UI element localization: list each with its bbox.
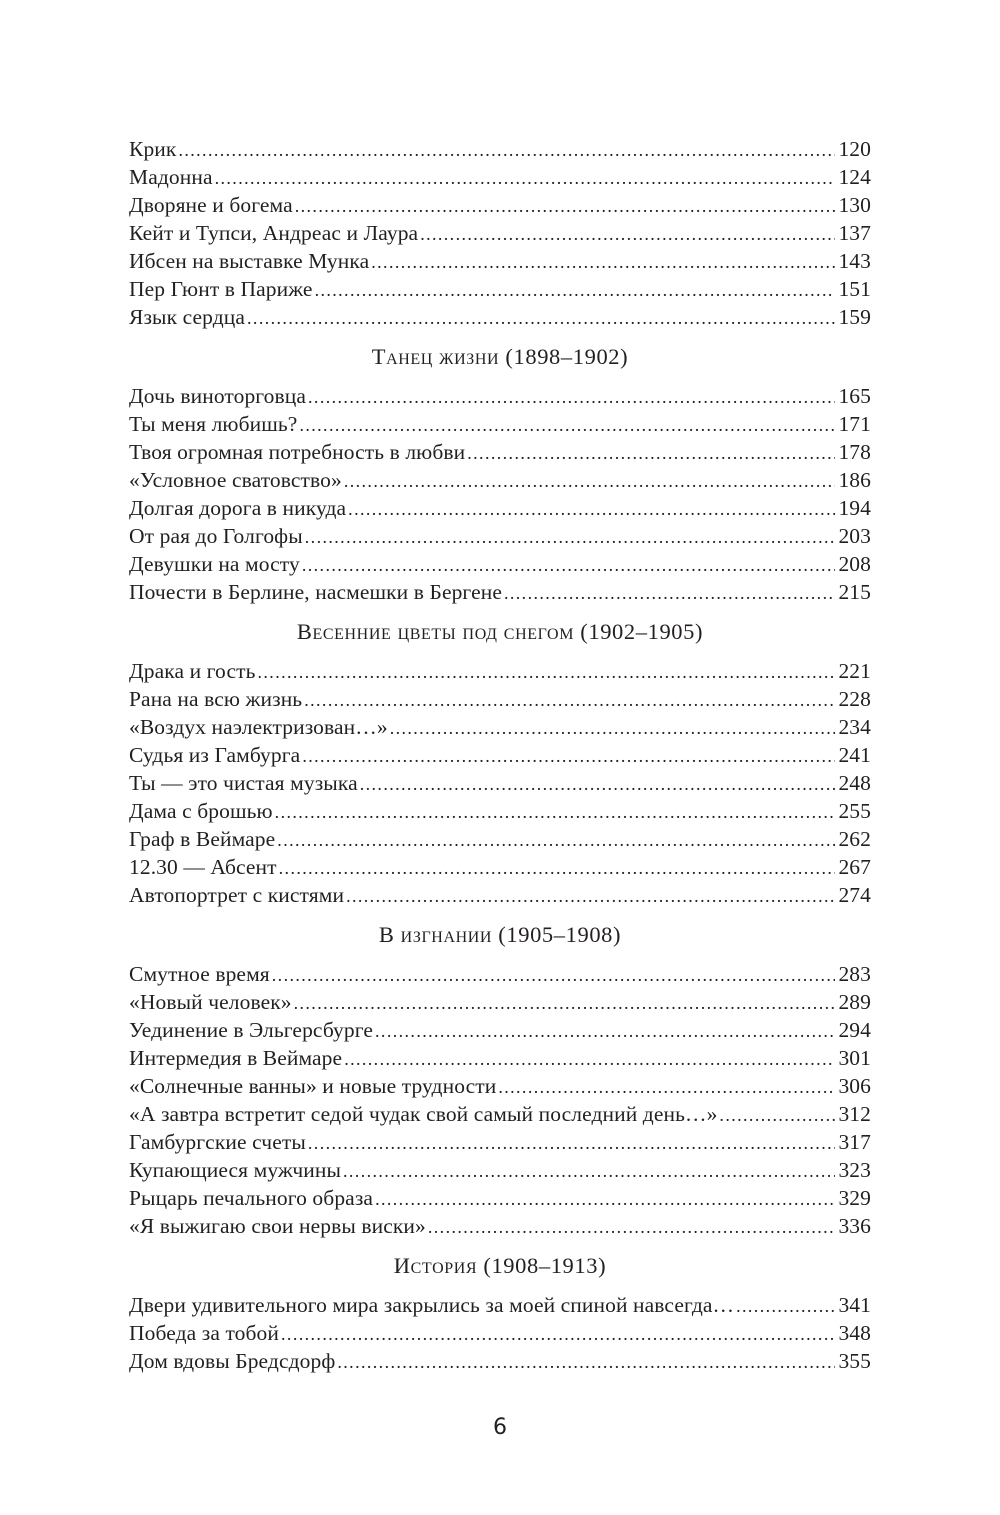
toc-entry[interactable] bbox=[129, 494, 871, 522]
toc-entry-page: 171 bbox=[838, 412, 871, 436]
toc-entry-title: 12.30 — Абсент bbox=[129, 855, 277, 879]
toc-entry-page: 208 bbox=[838, 552, 871, 576]
toc-entry-title: Автопортрет с кистями bbox=[129, 883, 345, 907]
toc-entry-title: Ты — это чистая музыка bbox=[129, 771, 358, 795]
dot-leader bbox=[277, 826, 835, 854]
toc-entry-title: Ты меня любишь? bbox=[129, 412, 298, 436]
toc-entry-title: Судья из Гамбурга bbox=[129, 743, 301, 767]
toc-section bbox=[129, 135, 871, 331]
dot-leader bbox=[275, 798, 836, 826]
dot-leader bbox=[736, 1292, 835, 1320]
dot-leader bbox=[281, 1320, 835, 1348]
toc-entry[interactable] bbox=[129, 797, 871, 825]
toc-entry-page: 323 bbox=[838, 1158, 871, 1182]
toc-entry-page: 221 bbox=[838, 659, 871, 683]
toc-section bbox=[129, 331, 871, 606]
toc-entry[interactable] bbox=[129, 1347, 871, 1375]
toc-entry-page: 348 bbox=[838, 1321, 871, 1345]
dot-leader bbox=[375, 1017, 835, 1045]
dot-leader bbox=[343, 1157, 835, 1185]
toc-entry[interactable] bbox=[129, 1291, 871, 1319]
toc-entry-title: Смутное время bbox=[129, 962, 270, 986]
dot-leader bbox=[302, 742, 835, 770]
toc-entry-page: 255 bbox=[838, 799, 871, 823]
toc-entry-title: Интермедия в Веймаре bbox=[129, 1046, 343, 1070]
toc-entry[interactable] bbox=[129, 1184, 871, 1212]
toc-entry-title: Твоя огромная потребность в любви bbox=[129, 440, 466, 464]
toc-entry[interactable] bbox=[129, 657, 871, 685]
toc-entry[interactable] bbox=[129, 988, 871, 1016]
toc-entry-page: 312 bbox=[838, 1102, 871, 1126]
toc-section bbox=[129, 1240, 871, 1375]
dot-leader bbox=[344, 467, 836, 495]
toc-entry[interactable] bbox=[129, 466, 871, 494]
toc-entry[interactable] bbox=[129, 685, 871, 713]
toc-entry[interactable] bbox=[129, 1072, 871, 1100]
dot-leader bbox=[302, 551, 836, 579]
toc-entry[interactable] bbox=[129, 960, 871, 988]
dot-leader bbox=[247, 304, 835, 332]
toc-entry-page: 137 bbox=[838, 221, 871, 245]
toc-entry-page: 151 bbox=[838, 277, 871, 301]
toc-entry[interactable] bbox=[129, 881, 871, 909]
dot-leader bbox=[420, 220, 835, 248]
page-number: 6 bbox=[493, 1415, 507, 1440]
toc-entry-title: Граф в Веймаре bbox=[129, 827, 276, 851]
toc-entry-page: 228 bbox=[838, 687, 871, 711]
dot-leader bbox=[371, 248, 835, 276]
dot-leader bbox=[428, 1213, 836, 1241]
toc-entry-title: «Условное сватовство» bbox=[129, 468, 342, 492]
toc-entry-title: Мадонна bbox=[129, 165, 213, 189]
toc-entry-page: 289 bbox=[838, 990, 871, 1014]
toc-entry[interactable] bbox=[129, 1128, 871, 1156]
dot-leader bbox=[348, 495, 835, 523]
toc-entry-title: Долгая дорога в никуда bbox=[129, 496, 347, 520]
toc-entry-title: Уединение в Эльгерсбурге bbox=[129, 1018, 374, 1042]
toc-entry-page: 317 bbox=[838, 1130, 871, 1154]
toc-entry-title: Девушки на мосту bbox=[129, 552, 300, 576]
toc-entry-title: Гамбургские счеты bbox=[129, 1130, 306, 1154]
toc-entry-title: Крик bbox=[129, 137, 177, 161]
dot-leader bbox=[258, 658, 836, 686]
toc-entry[interactable] bbox=[129, 1100, 871, 1128]
toc-entry-title: Ибсен на выставке Мунка bbox=[129, 249, 370, 273]
toc-entry-title: Почести в Берлине, насмешки в Бергене bbox=[129, 580, 502, 604]
toc-entry-page: 241 bbox=[838, 743, 871, 767]
toc-entry-page: 178 bbox=[838, 440, 871, 464]
toc-entry[interactable] bbox=[129, 769, 871, 797]
toc-entry-title: Дочь виноторговца bbox=[129, 384, 307, 408]
dot-leader bbox=[294, 989, 836, 1017]
dot-leader bbox=[498, 1073, 835, 1101]
toc-entry-title: Рана на всю жизнь bbox=[129, 687, 303, 711]
dot-leader bbox=[305, 523, 836, 551]
toc-entry[interactable] bbox=[129, 522, 871, 550]
toc-entry-page: 124 bbox=[838, 165, 871, 189]
toc-entry-page: 294 bbox=[838, 1018, 871, 1042]
dot-leader bbox=[299, 411, 835, 439]
toc-entry[interactable] bbox=[129, 578, 871, 606]
section-heading: История (1908–1913) bbox=[393, 1253, 607, 1278]
toc-entry[interactable] bbox=[129, 1044, 871, 1072]
toc-entry-page: 215 bbox=[838, 580, 871, 604]
toc-entry-page: 120 bbox=[838, 137, 871, 161]
toc-entry[interactable] bbox=[129, 191, 871, 219]
toc-entry-page: 186 bbox=[838, 468, 871, 492]
toc-entry-title: Пер Гюнт в Париже bbox=[129, 277, 313, 301]
toc-entry[interactable] bbox=[129, 303, 871, 331]
dot-leader bbox=[344, 1045, 835, 1073]
toc-entry-page: 159 bbox=[838, 305, 871, 329]
dot-leader bbox=[308, 383, 835, 411]
toc-entry-page: 329 bbox=[838, 1186, 871, 1210]
toc-entry-title: Дворяне и богема bbox=[129, 193, 293, 217]
dot-leader bbox=[308, 1129, 836, 1157]
toc-entry[interactable] bbox=[129, 1319, 871, 1347]
toc-entry-title: От рая до Голгофы bbox=[129, 524, 303, 548]
toc-entry-page: 355 bbox=[838, 1349, 871, 1373]
toc-entry-title: «Воздух наэлектризован…» bbox=[129, 715, 388, 739]
toc-entry[interactable] bbox=[129, 382, 871, 410]
dot-leader bbox=[215, 164, 836, 192]
toc-entry-title: Кейт и Тупси, Андреас и Лаура bbox=[129, 221, 419, 245]
toc-entry-page: 194 bbox=[838, 496, 871, 520]
toc-entry[interactable] bbox=[129, 410, 871, 438]
section-heading: Танец жизни (1898–1902) bbox=[371, 344, 629, 369]
toc-entry-title: «Новый человек» bbox=[129, 990, 292, 1014]
dot-leader bbox=[295, 192, 836, 220]
toc-entry[interactable] bbox=[129, 713, 871, 741]
dot-leader bbox=[467, 439, 835, 467]
section-heading: Весенние цветы под снегом (1902–1905) bbox=[296, 619, 704, 644]
toc-entry[interactable] bbox=[129, 853, 871, 881]
toc-entry[interactable] bbox=[129, 550, 871, 578]
toc-entry[interactable] bbox=[129, 438, 871, 466]
section-heading: В изгнании (1905–1908) bbox=[378, 922, 622, 947]
toc-entry-title: Дама с брошью bbox=[129, 799, 273, 823]
toc-entry-title: Драка и гость bbox=[129, 659, 256, 683]
toc-entry-title: «Я выжигаю свои нервы виски» bbox=[129, 1214, 426, 1238]
dot-leader bbox=[360, 770, 836, 798]
dot-leader bbox=[346, 882, 835, 910]
dot-leader bbox=[337, 1348, 835, 1376]
dot-leader bbox=[375, 1185, 835, 1213]
toc-entry[interactable] bbox=[129, 741, 871, 769]
toc-entry[interactable] bbox=[129, 1156, 871, 1184]
toc-entry[interactable] bbox=[129, 247, 871, 275]
dot-leader bbox=[178, 136, 835, 164]
toc-entry-page: 248 bbox=[838, 771, 871, 795]
toc-entry-page: 336 bbox=[838, 1214, 871, 1238]
dot-leader bbox=[719, 1101, 835, 1129]
toc-entry-page: 130 bbox=[838, 193, 871, 217]
toc-entry[interactable] bbox=[129, 219, 871, 247]
table-of-contents bbox=[129, 135, 871, 1375]
toc-entry[interactable] bbox=[129, 163, 871, 191]
toc-entry-page: 301 bbox=[838, 1046, 871, 1070]
toc-entry-page: 203 bbox=[838, 524, 871, 548]
toc-entry-page: 165 bbox=[838, 384, 871, 408]
toc-entry[interactable] bbox=[129, 135, 871, 163]
toc-entry-page: 262 bbox=[838, 827, 871, 851]
dot-leader bbox=[272, 961, 836, 989]
toc-entry-title: Купающиеся мужчины bbox=[129, 1158, 341, 1182]
toc-entry-title: «А завтра встретит седой чудак свой самый последний день…» bbox=[129, 1102, 718, 1126]
toc-entry-title: Победа за тобой bbox=[129, 1321, 280, 1345]
toc-entry-page: 283 bbox=[838, 962, 871, 986]
toc-entry-page: 234 bbox=[838, 715, 871, 739]
toc-entry-page: 267 bbox=[838, 855, 871, 879]
dot-leader bbox=[390, 714, 836, 742]
dot-leader bbox=[304, 686, 835, 714]
toc-entry-page: 274 bbox=[838, 883, 871, 907]
toc-entry[interactable] bbox=[129, 1212, 871, 1240]
toc-entry-title: «Солнечные ванны» и новые трудности bbox=[129, 1074, 497, 1098]
toc-entry-page: 341 bbox=[838, 1293, 871, 1317]
toc-entry-title: Язык сердца bbox=[129, 305, 246, 329]
toc-entry-page: 143 bbox=[838, 249, 871, 273]
toc-section bbox=[129, 606, 871, 909]
dot-leader bbox=[315, 276, 836, 304]
toc-section bbox=[129, 909, 871, 1240]
toc-entry-title: Дом вдовы Бредсдорф bbox=[129, 1349, 336, 1373]
toc-entry[interactable] bbox=[129, 1016, 871, 1044]
toc-entry-page: 306 bbox=[838, 1074, 871, 1098]
dot-leader bbox=[279, 854, 836, 882]
toc-entry[interactable] bbox=[129, 275, 871, 303]
toc-entry-title: Рыцарь печального образа bbox=[129, 1186, 374, 1210]
dot-leader bbox=[504, 579, 835, 607]
toc-entry-title: Двери удивительного мира закрылись за моей спиной навсегда… bbox=[129, 1293, 735, 1317]
toc-entry[interactable] bbox=[129, 825, 871, 853]
